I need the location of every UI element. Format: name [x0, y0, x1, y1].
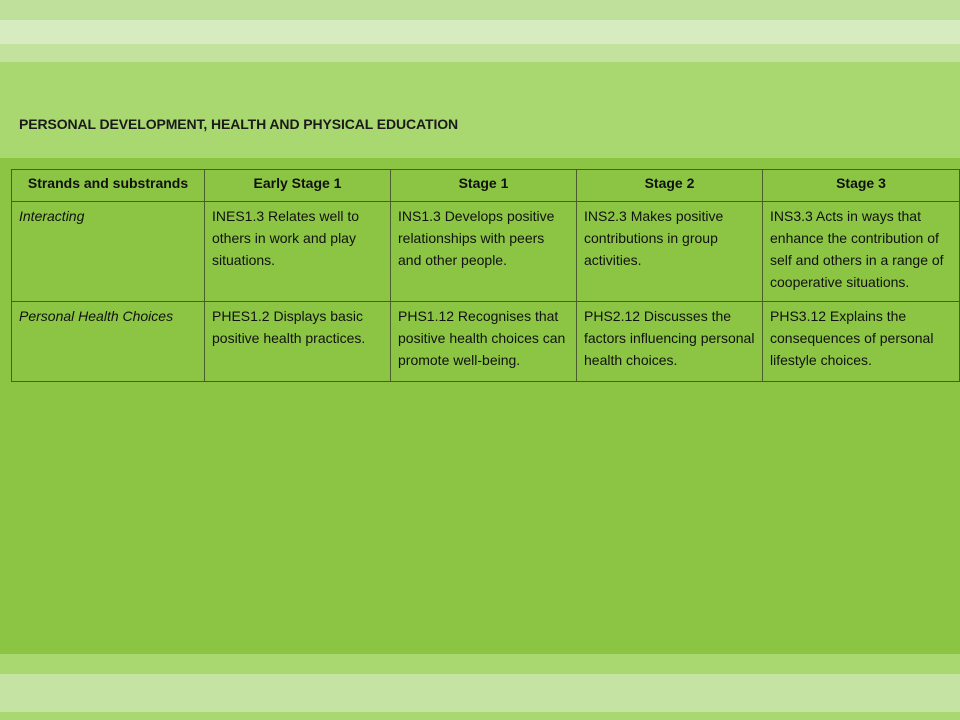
header-stage-3: Stage 3	[763, 170, 960, 202]
outcome-stage-2: PHS2.12 Discusses the factors influencing personal health choices.	[577, 302, 763, 382]
title-panel	[0, 62, 960, 158]
outcome-stage-3: PHS3.12 Explains the consequences of personal lifestyle choices.	[763, 302, 960, 382]
strand-name: Interacting	[12, 202, 205, 302]
top-decorative-band	[0, 0, 960, 20]
header-stage-2: Stage 2	[577, 170, 763, 202]
top-decorative-band-lower	[0, 44, 960, 62]
header-early-stage-1: Early Stage 1	[205, 170, 391, 202]
header-strands: Strands and substrands	[12, 170, 205, 202]
outcome-stage-2: INS2.3 Makes positive contributions in group activities.	[577, 202, 763, 302]
top-decorative-band-light	[0, 20, 960, 44]
bottom-decorative-band-light	[0, 674, 960, 712]
outcome-stage-1: PHS1.12 Recognises that positive health choices can promote well-being.	[391, 302, 577, 382]
page-title: PERSONAL DEVELOPMENT, HEALTH AND PHYSICAL EDUCATION	[19, 116, 459, 132]
header-stage-1: Stage 1	[391, 170, 577, 202]
table-row	[12, 302, 960, 382]
table-row	[12, 202, 960, 302]
bottom-decorative-band	[0, 654, 960, 674]
outcome-early-stage-1: PHES1.2 Displays basic positive health practices.	[205, 302, 391, 382]
strand-name: Personal Health Choices	[12, 302, 205, 382]
outcomes-table	[11, 169, 960, 382]
outcome-stage-3: INS3.3 Acts in ways that enhance the contribution of self and others in a range of cooperative situations.	[763, 202, 960, 302]
bottom-decorative-band-edge	[0, 712, 960, 720]
outcome-stage-1: INS1.3 Develops positive relationships with peers and other people.	[391, 202, 577, 302]
outcome-early-stage-1: INES1.3 Relates well to others in work and play situations.	[205, 202, 391, 302]
table-header-row	[12, 170, 960, 202]
